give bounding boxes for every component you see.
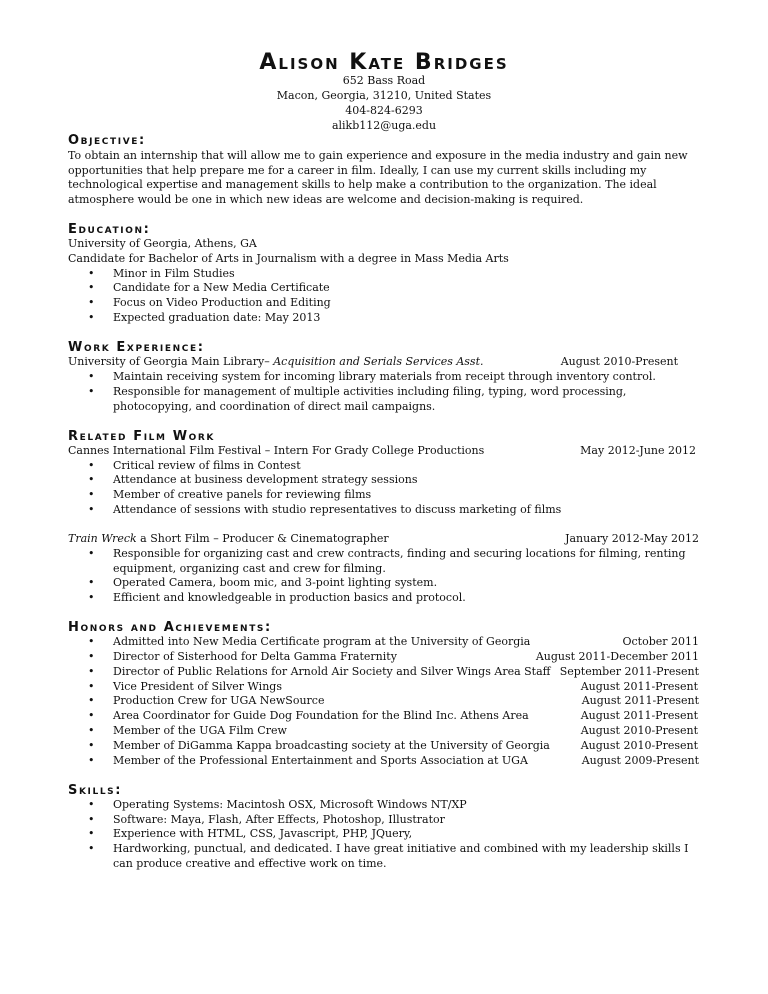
film-heading: Related Film Work <box>68 429 215 444</box>
bullet: • <box>88 503 95 516</box>
education-school: University of Georgia, Athens, GA <box>68 237 257 250</box>
film-title: Train Wreck <box>68 532 137 545</box>
honor-date: August 2010-Present <box>580 724 698 737</box>
honor-date: August 2011-Present <box>581 694 699 707</box>
bullet: • <box>88 576 95 589</box>
bullet: • <box>88 547 95 560</box>
honor-date: October 2011 <box>622 635 699 648</box>
bullet: • <box>88 473 95 486</box>
bullet: • <box>88 296 95 309</box>
bullet: • <box>88 311 95 324</box>
bullet: • <box>88 827 95 840</box>
bullet: • <box>88 724 95 737</box>
bullet: • <box>88 635 95 648</box>
honor-date: August 2011-Present <box>580 680 698 693</box>
bullet: • <box>88 488 95 501</box>
address-line-2: Macon, Georgia, 31210, United States <box>276 89 492 102</box>
work-dates: August 2010-Present <box>560 355 678 368</box>
phone: 404-824-6293 <box>345 104 423 117</box>
address-line-1: 652 Bass Road <box>342 74 426 87</box>
bullet: • <box>88 665 95 678</box>
honor-date: August 2009-Present <box>581 754 699 767</box>
email: alikb112@uga.edu <box>331 119 437 132</box>
bullet: • <box>88 650 95 663</box>
film-job2-title: Train Wreck a Short Film – Producer & Cinematographer <box>68 532 389 545</box>
education-degree: Candidate for Bachelor of Arts in Journalism with a degree in Mass Media Arts <box>68 252 509 265</box>
bullet: • <box>88 739 95 752</box>
work-heading: Work Experience: <box>68 340 205 355</box>
bullet: • <box>88 267 95 280</box>
skills-heading: Skills: <box>68 783 123 798</box>
bullet: • <box>88 385 95 398</box>
objective-text: To obtain an internship that will allow me to gain experience and exposure in the media industry and gain new opportunities that help prepare me for a career in film. Ideally, I can use my current skills including my technological expertise and management skills to help make a contribution to the organization. The ideal atmosphere would be one in which new ideas are welcome and decision-making is required. <box>68 149 688 207</box>
honors-heading: Honors and Achievements: <box>68 620 272 635</box>
film-job2-dates: January 2012-May 2012 <box>565 532 699 545</box>
bullet: • <box>88 591 95 604</box>
film-job1-dates: May 2012-June 2012 <box>580 444 696 457</box>
work-job-title: Acquisition and Serials Services Asst. <box>273 355 484 368</box>
bullet: • <box>88 694 95 707</box>
resume-page: Alison Kate Bridges 652 Bass Road Macon, Georgia, 31210, United States 404-824-6293 alikb112@uga.edu Objective: To obtain an internship that will allow me to gain experience and exposure in the media industry and gain new opportunities that help prepare me for a career in film. Ideally, I can use my current skills including my technological expertise and management skills to help make a contribution to the organization. The ideal atmosphere would be one in which new ideas are welcome and decision-making is required. Education: University of Georgia, Athens, GA Candidate for Bachelor of Arts in Journalism with a degree in Mass Media Arts • Minor in Film Studies • Candidate for a New Media Certificate • Focus on Video Production and Editing • Expected graduation date: May 2013 Work Experience: University of Georgia Main Library– Acquisition and Serials Services Asst. August 2010-Present • Maintain receiving system for incoming library materials from receipt through inventory control. • Responsible for management of multiple activities including filing, typing, word processing, photocopying, and coordination of direct mail campaigns. Related Film Work Cannes International Film Festival – Intern For Grady College Productions May 2012-June 2012 • Critical review of films in Contest • Attendance at business development strategy sessions • Member of creative panels for reviewing films • Attendance of sessions with studio representatives to discuss marketing of films Train Wreck a Short Film – Producer & Cinematographer January 2012-May 2012 • Responsible for organizing cast and crew contracts, finding and securing locations for filming, renting equipment, organizing cast and crew for filming. • Operated Camera, boom mic, and 3-point lighting system. • Efficient and knowledgeable in production basics and protocol. Honors and Achievements: • Admitted into New Media Certificate program at the University of Georgia October 2011 • Director of Sisterhood for Delta Gamma Fraternity August 2011-December 2011 • Director of Public Relations for Arnold Air Society and Silver Wings Area Staff September 2011-Present • Vice President of Silver Wings August 2011-Present • Production Crew for UGA NewSource August 2011-Present • Area Coordinator for Guide Dog Foundation for the Blind Inc. Athens Area August 2011-Present • Member of the UGA Film Crew August 2010-Present • Member of DiGamma Kappa broadcasting society at the University of Georgia August 2010-Present • Member of the Professional Entertainment and Sports Association at UGA August 2009-Present Skills: • Operating Systems: Macintosh OSX, Microsoft Windows NT/XP • Software: Maya, Flash, After Effects, Photoshop, Illustrator • Experience with HTML, CSS, Javascript, PHP, JQuery, • Hardworking, punctual, and dedicated. I have great initiative and combined with my leadership skills I can produce creative and effective work on time. <box>0 0 768 994</box>
bullet: • <box>88 798 95 811</box>
bullet: • <box>88 709 95 722</box>
bullet: • <box>88 813 95 826</box>
bullet: • <box>88 459 95 472</box>
honor-date: August 2011-Present <box>580 709 698 722</box>
work-employer: University of Georgia Main Library– Acquisition and Serials Services Asst. <box>68 355 484 368</box>
education-heading: Education: <box>68 222 151 237</box>
honor-date: September 2011-Present <box>559 665 699 678</box>
honor-date: August 2011-December 2011 <box>535 650 699 663</box>
bullet: • <box>88 680 95 693</box>
film-job1-title: Cannes International Film Festival – Intern For Grady College Productions <box>68 444 485 457</box>
objective-heading: Objective: <box>68 133 146 148</box>
resume-name: Alison Kate Bridges <box>259 50 509 75</box>
bullet: • <box>88 370 95 383</box>
bullet: • <box>88 842 95 855</box>
bullet: • <box>88 754 95 767</box>
bullet: • <box>88 281 95 294</box>
honor-date: August 2010-Present <box>580 739 698 752</box>
